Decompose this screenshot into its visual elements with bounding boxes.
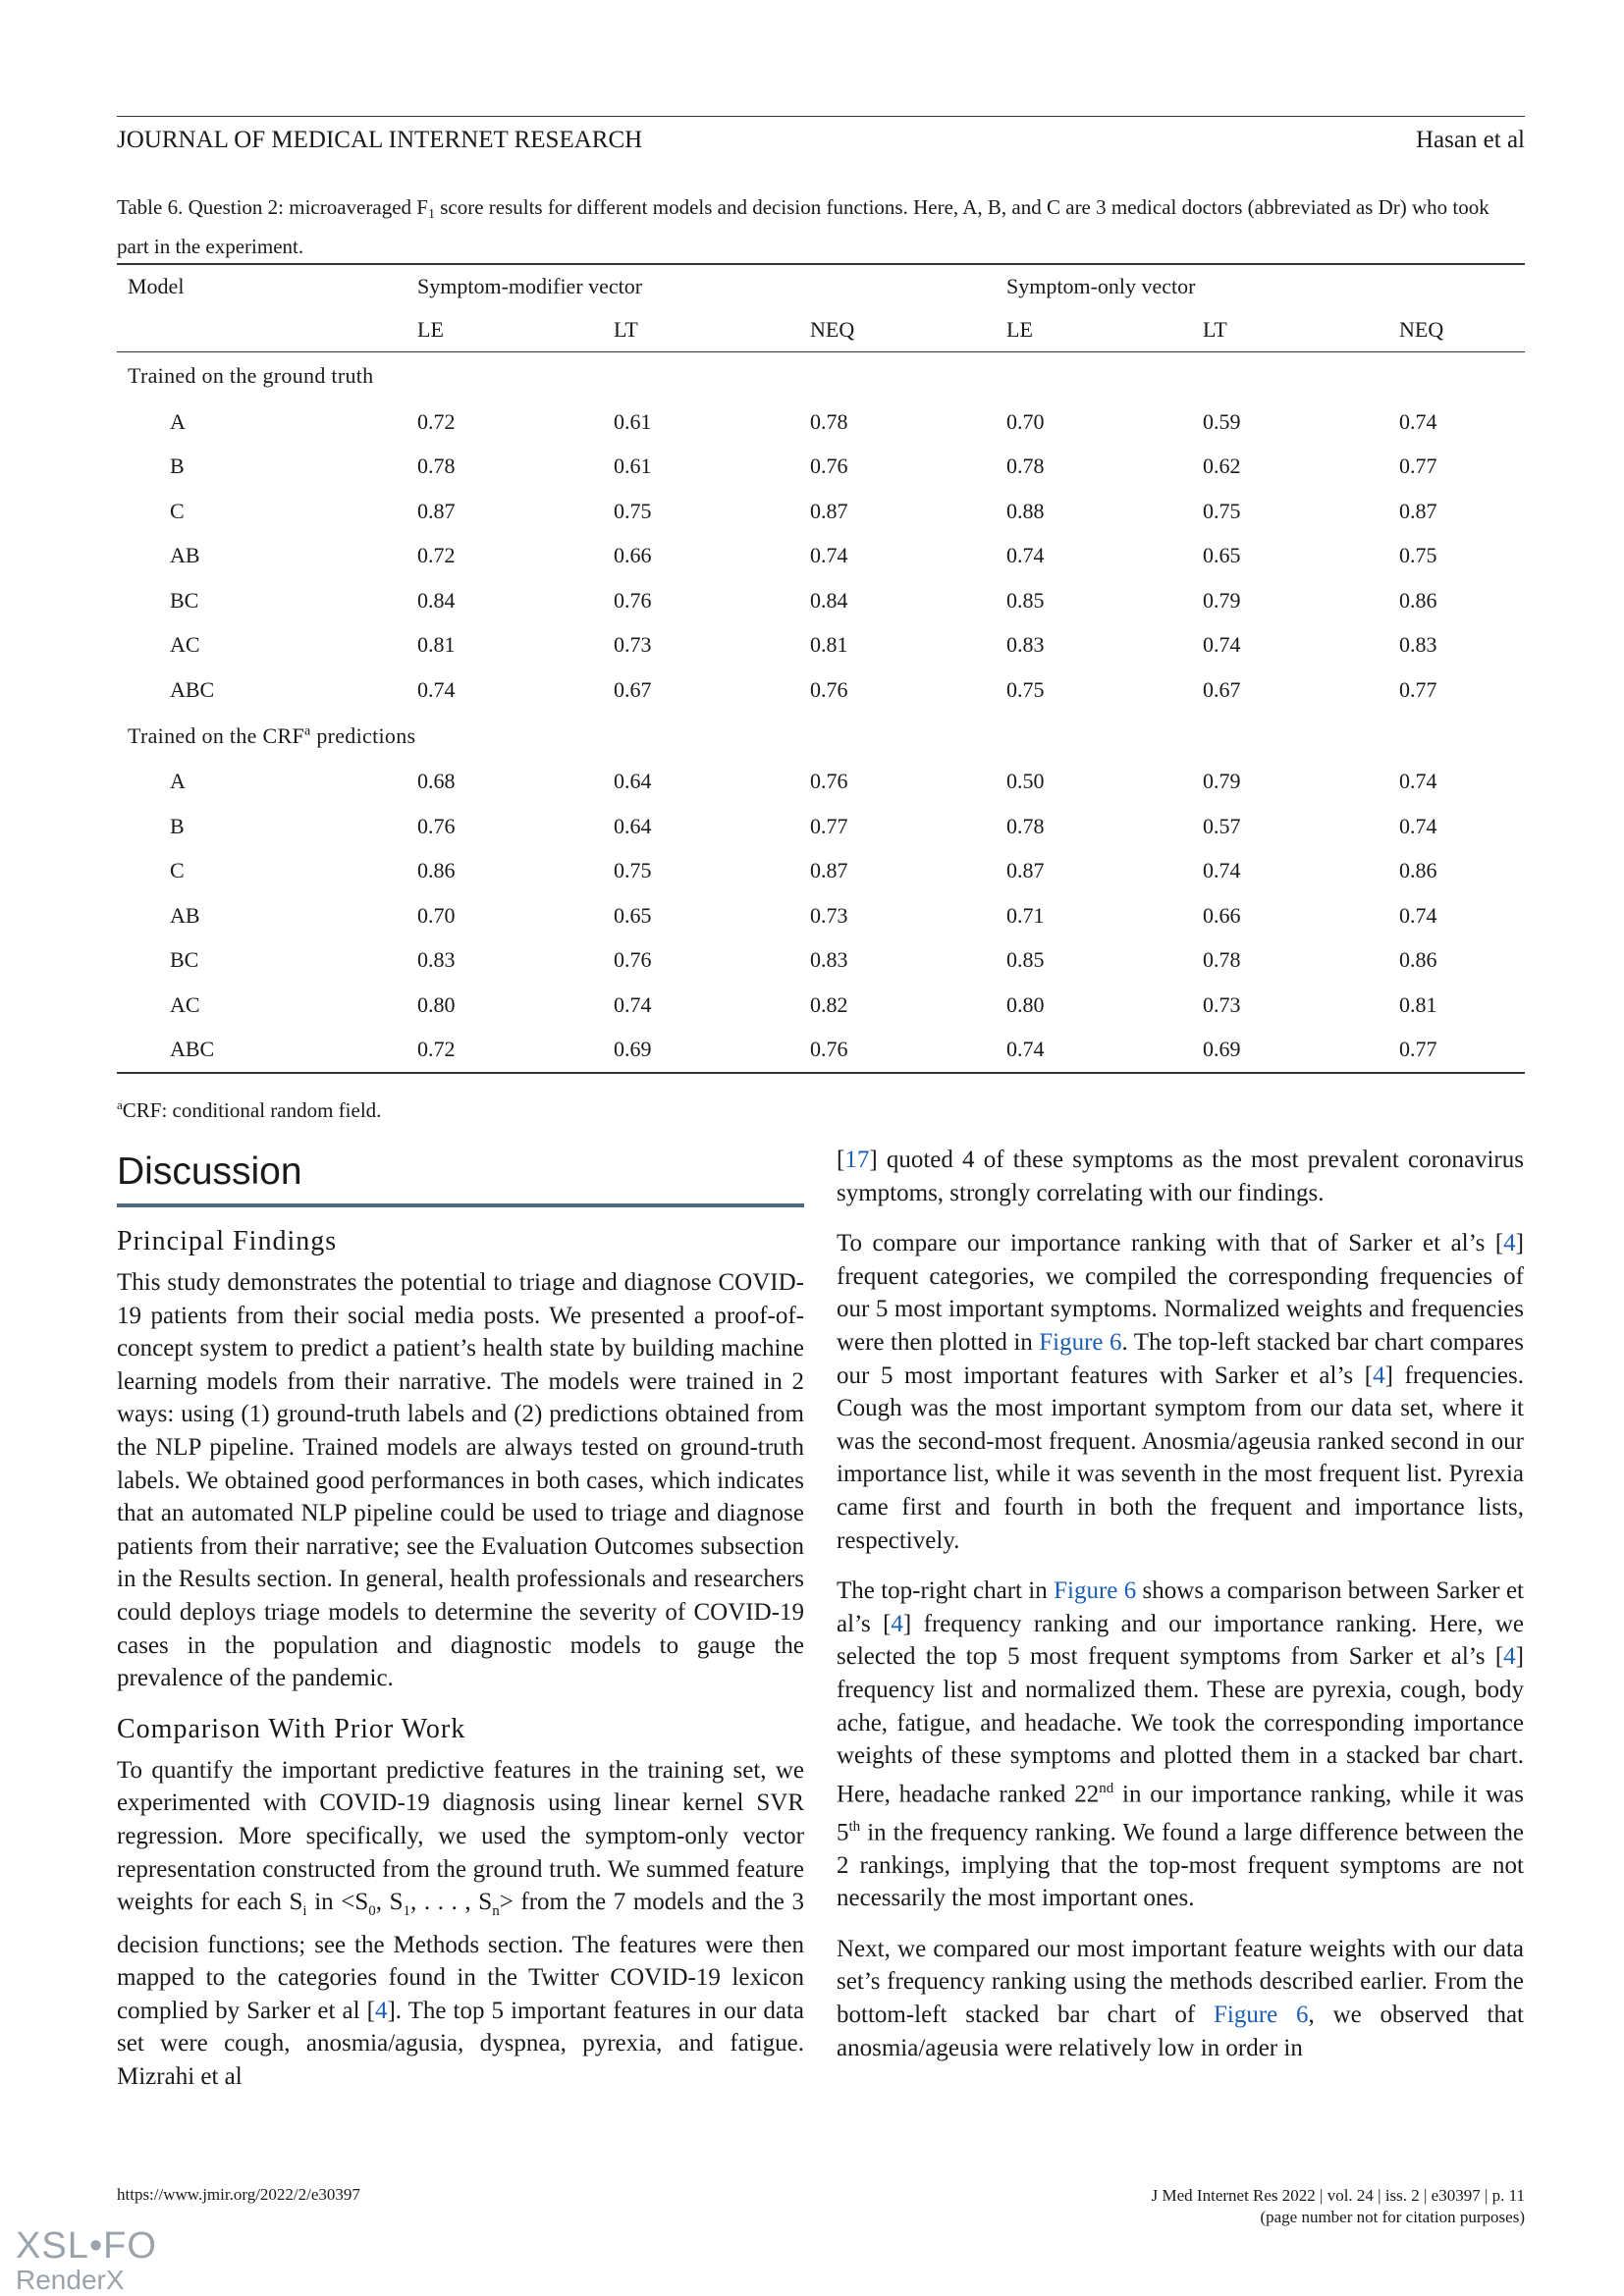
score-cell: 0.77: [1399, 676, 1437, 702]
section-title: Discussion: [117, 1148, 804, 1207]
table-row: [117, 849, 1525, 894]
model-cell: A: [170, 408, 186, 434]
reference-link[interactable]: 4: [891, 1610, 903, 1637]
table-row: [117, 400, 1525, 445]
score-cell: 0.79: [1203, 587, 1241, 613]
score-cell: 0.62: [1203, 454, 1241, 479]
model-cell: BC: [170, 947, 199, 973]
subsection-title: Principal Findings: [117, 1226, 338, 1256]
score-cell: 0.64: [614, 769, 652, 794]
score-cell: 0.74: [1006, 1037, 1045, 1062]
score-cell: 0.77: [1399, 454, 1437, 479]
score-cell: 0.66: [1203, 902, 1241, 928]
score-cell: 0.81: [810, 632, 848, 658]
score-cell: 0.86: [1399, 587, 1437, 613]
score-cell: 0.74: [417, 676, 456, 702]
score-cell: 0.80: [1006, 991, 1045, 1017]
score-cell: 0.84: [810, 587, 848, 613]
model-cell: C: [170, 498, 185, 523]
score-cell: 0.68: [417, 769, 456, 794]
subcol-header: NEQ: [1399, 308, 1525, 352]
table-row: [117, 489, 1525, 534]
score-cell: 0.87: [1006, 858, 1045, 883]
score-cell: 0.84: [417, 587, 456, 613]
figure-link[interactable]: Figure 6: [1054, 1577, 1137, 1605]
score-cell: 0.59: [1203, 408, 1241, 434]
table-row: [117, 623, 1525, 668]
score-cell: 0.74: [1399, 813, 1437, 838]
figure-link[interactable]: Figure 6: [1214, 2001, 1309, 2028]
score-cell: 0.78: [1203, 947, 1241, 973]
score-cell: 0.75: [614, 498, 652, 523]
score-cell: 0.76: [810, 1037, 848, 1062]
score-cell: 0.50: [1006, 769, 1045, 794]
score-cell: 0.69: [1203, 1037, 1241, 1062]
reference-link[interactable]: 4: [374, 1997, 388, 2024]
score-cell: 0.72: [417, 543, 456, 568]
paragraph: To quantify the important predictive features in the training set, we experimented with COVID-19 diagnosis using linear kernel SVR regression. More specifically, we used the symptom-only vector representation constructed from the ground truth. We summed feature weights for each $S_i$ in $<S_0$, $S_1$, . . . , $S_n>$ from the 7 models and the 3 decision functions; see the Methods section. The features were then mapped to the categories found in the Twitter COVID-19 lexicon complied by Sarker et al [4]. The top 5 important features in our data set were cough, anosmia/agusia, dyspnea, pyrexia, and fatigue. Mizrahi et al: [117, 1756, 804, 2091]
table-row: [117, 534, 1525, 579]
score-cell: 0.86: [417, 858, 456, 883]
subcol-header: LT: [1203, 308, 1399, 352]
score-cell: 0.74: [810, 543, 848, 568]
score-cell: 0.88: [1006, 498, 1045, 523]
xslfo-text: XSL•FO: [16, 2225, 157, 2267]
score-cell: 0.85: [1006, 587, 1045, 613]
score-cell: 0.87: [810, 858, 848, 883]
group-b-rows: [117, 760, 1525, 1074]
paragraph: [17] quoted 4 of these symptoms as the most prevalent coronavirus symptoms, strongly correlating with our findings.: [837, 1147, 1524, 1206]
score-cell: 0.64: [614, 813, 652, 838]
model-cell: AB: [170, 543, 200, 568]
paragraph: The top-right chart in Figure 6 shows a comparison between Sarker et al’s [4] frequency ranking and our importance ranking. Here, we selected the top 5 most frequent symptoms from Sarker et al’s [4] frequency list and normalized them. These are pyrexia, cough, body ache, fatigue, and headache. We took the corresponding importance weights of these symptoms and plotted them in a stacked bar chart. Here, headache ranked 22nd in our importance ranking, while it was 5th in the frequency ranking. We found a large difference between the 2 rankings, implying that the top-most frequent symptoms are not necessarily the most important ones.: [837, 1577, 1525, 1912]
score-cell: 0.76: [810, 769, 848, 794]
score-cell: 0.74: [1399, 769, 1437, 794]
score-cell: 0.65: [1203, 543, 1241, 568]
table-row: [117, 667, 1525, 713]
model-cell: ABC: [170, 676, 215, 702]
reference-link[interactable]: 4: [1373, 1362, 1385, 1389]
subcol-header: NEQ: [810, 308, 1006, 352]
score-cell: 0.75: [1203, 498, 1241, 523]
score-cell: 0.86: [1399, 947, 1437, 973]
left-column: [117, 1148, 804, 2111]
score-cell: 0.73: [810, 902, 848, 928]
score-cell: 0.76: [810, 454, 848, 479]
model-cell: ABC: [170, 1037, 215, 1062]
group-a-rows: [117, 400, 1525, 713]
score-cell: 0.74: [1399, 902, 1437, 928]
table-row: [117, 578, 1525, 623]
group-row-crf: Trained on the CRF$^a$ predictions: [128, 722, 416, 748]
authors: Hasan et al: [1415, 127, 1525, 153]
score-cell: 0.87: [417, 498, 456, 523]
score-cell: 0.67: [1203, 676, 1241, 702]
score-cell: 0.75: [1399, 543, 1437, 568]
score-cell: 0.75: [1006, 676, 1045, 702]
score-cell: 0.73: [614, 632, 652, 658]
score-cell: 0.74: [1203, 858, 1241, 883]
score-cell: 0.65: [614, 902, 652, 928]
paragraph: Next, we compared our most important feature weights with our data set’s frequency ranking using the methods described earlier. From the bottom-left stacked bar chart of Figure 6, we observed that anosmia/ageusia were relatively low in order in: [837, 1935, 1524, 2061]
model-cell: AC: [170, 991, 200, 1017]
score-cell: 0.78: [810, 408, 848, 434]
score-cell: 0.66: [614, 543, 652, 568]
score-cell: 0.77: [1399, 1037, 1437, 1062]
model-cell: A: [170, 769, 186, 794]
score-cell: 0.87: [810, 498, 848, 523]
score-cell: 0.69: [614, 1037, 652, 1062]
score-cell: 0.85: [1006, 947, 1045, 973]
paragraph: This study demonstrates the potential to triage and diagnose COVID-19 patients from their social media posts. We presented a proof-of-concept system to predict a patient’s health state by building machine learning models from their narrative. The models were trained in 2 ways: using (1) ground-truth labels and (2) predictions obtained from the NLP pipeline. Trained models are always tested on ground-truth labels. We obtained good performances in both cases, which indicates that an automated NLP pipeline could be used to triage and diagnose patients from their narrative; see the Evaluation Outcomes subsection in the Results section. In general, health professionals and researchers could deploys triage models to determine the severity of COVID-19 cases in the population and diagnostic models to gauge the prevalence of the pandemic.: [117, 1269, 804, 1692]
subcol-header: LE: [417, 308, 614, 352]
score-cell: 0.61: [614, 408, 652, 434]
score-cell: 0.76: [417, 813, 456, 838]
score-cell: 0.79: [1203, 769, 1241, 794]
figure-link[interactable]: Figure 6: [1039, 1328, 1122, 1356]
journal-name: JOURNAL OF MEDICAL INTERNET RESEARCH: [117, 127, 643, 153]
table-row: [117, 445, 1525, 490]
score-cell: 0.80: [417, 991, 456, 1017]
model-cell: AB: [170, 902, 200, 928]
score-cell: 0.86: [1399, 858, 1437, 883]
table-row: [117, 760, 1525, 805]
score-cell: 0.61: [614, 454, 652, 479]
score-cell: 0.81: [417, 632, 456, 658]
score-cell: 0.78: [417, 454, 456, 479]
table-row: [117, 804, 1525, 849]
paragraph: To compare our importance ranking with that of Sarker et al’s [4] frequent categories, we compiled the corresponding frequencies of our 5 most important symptoms. Normalized weights and frequencies were then plotted in Figure 6. The top-left stacked bar chart compares our 5 most important features with Sarker et al’s [4] frequencies. Cough was the most important symptom from our data set, where it was the second-most frequent. Anosmia/ageusia ranked second in our importance list, while it was seventh in the most frequent list. Pyrexia came first and fourth in both the frequent and importance lists, respectively.: [837, 1230, 1524, 1554]
footer-citation: J Med Internet Res 2022 | vol. 24 | iss. 2 | e30397 | p. 11 (page number not for citation purposes): [1151, 2186, 1525, 2226]
score-cell: 0.82: [810, 991, 848, 1017]
score-cell: 0.83: [1399, 632, 1437, 658]
score-cell: 0.57: [1203, 813, 1241, 838]
score-cell: 0.74: [614, 991, 652, 1017]
col-group-symptom-modifier: Symptom-modifier vector: [417, 274, 643, 298]
score-cell: 0.67: [614, 676, 652, 702]
score-cell: 0.75: [614, 858, 652, 883]
score-cell: 0.76: [810, 676, 848, 702]
results-table: [117, 263, 1525, 1074]
subsection-title: Comparison With Prior Work: [117, 1713, 466, 1744]
score-cell: 0.74: [1203, 632, 1241, 658]
right-column: [837, 1144, 1524, 2082]
score-cell: 0.78: [1006, 454, 1045, 479]
model-cell: C: [170, 858, 185, 883]
reference-link[interactable]: 4: [1503, 1643, 1516, 1671]
score-cell: 0.74: [1006, 543, 1045, 568]
score-cell: 0.71: [1006, 902, 1045, 928]
footer-url[interactable]: https://www.jmir.org/2022/2/e30397: [117, 2185, 360, 2204]
table-row: [117, 893, 1525, 938]
model-cell: B: [170, 454, 185, 479]
table-row: [117, 983, 1525, 1028]
page-header: [117, 116, 1525, 154]
renderx-text: RenderX: [16, 2265, 125, 2295]
score-cell: 0.77: [810, 813, 848, 838]
group-row-ground-truth: Trained on the ground truth: [128, 363, 374, 388]
table-header-row: [117, 264, 1525, 308]
model-cell: BC: [170, 587, 199, 613]
score-cell: 0.76: [614, 947, 652, 973]
score-cell: 0.87: [1399, 498, 1437, 523]
col-group-symptom-only: Symptom-only vector: [1006, 274, 1196, 298]
reference-link[interactable]: 4: [1503, 1230, 1516, 1257]
subcol-header: LE: [1006, 308, 1203, 352]
model-cell: B: [170, 813, 185, 838]
score-cell: 0.73: [1203, 991, 1241, 1017]
table-row: [117, 1028, 1525, 1074]
table-caption: Table 6. Question 2: microaveraged $F_1$ score results for different models and decision functions. Here, A, B, and C are 3 medical doctors (abbreviated as Dr) who took part in the experiment.: [117, 195, 1489, 258]
score-cell: 0.70: [1006, 408, 1045, 434]
table-footnote: $^a$CRF: conditional random field.: [117, 1097, 382, 1122]
score-cell: 0.72: [417, 1037, 456, 1062]
table-row: [117, 938, 1525, 984]
subcol-header: LT: [614, 308, 810, 352]
score-cell: 0.83: [417, 947, 456, 973]
score-cell: 0.83: [1006, 632, 1045, 658]
score-cell: 0.74: [1399, 408, 1437, 434]
reference-link[interactable]: 17: [844, 1147, 870, 1173]
score-cell: 0.76: [614, 587, 652, 613]
score-cell: 0.78: [1006, 813, 1045, 838]
score-cell: 0.83: [810, 947, 848, 973]
score-cell: 0.70: [417, 902, 456, 928]
renderx-logo: [16, 2226, 157, 2295]
col-model-header: Model: [128, 274, 185, 298]
score-cell: 0.72: [417, 408, 456, 434]
table-subheader-row: [117, 308, 1525, 352]
score-cell: 0.81: [1399, 991, 1437, 1017]
model-cell: AC: [170, 632, 200, 658]
